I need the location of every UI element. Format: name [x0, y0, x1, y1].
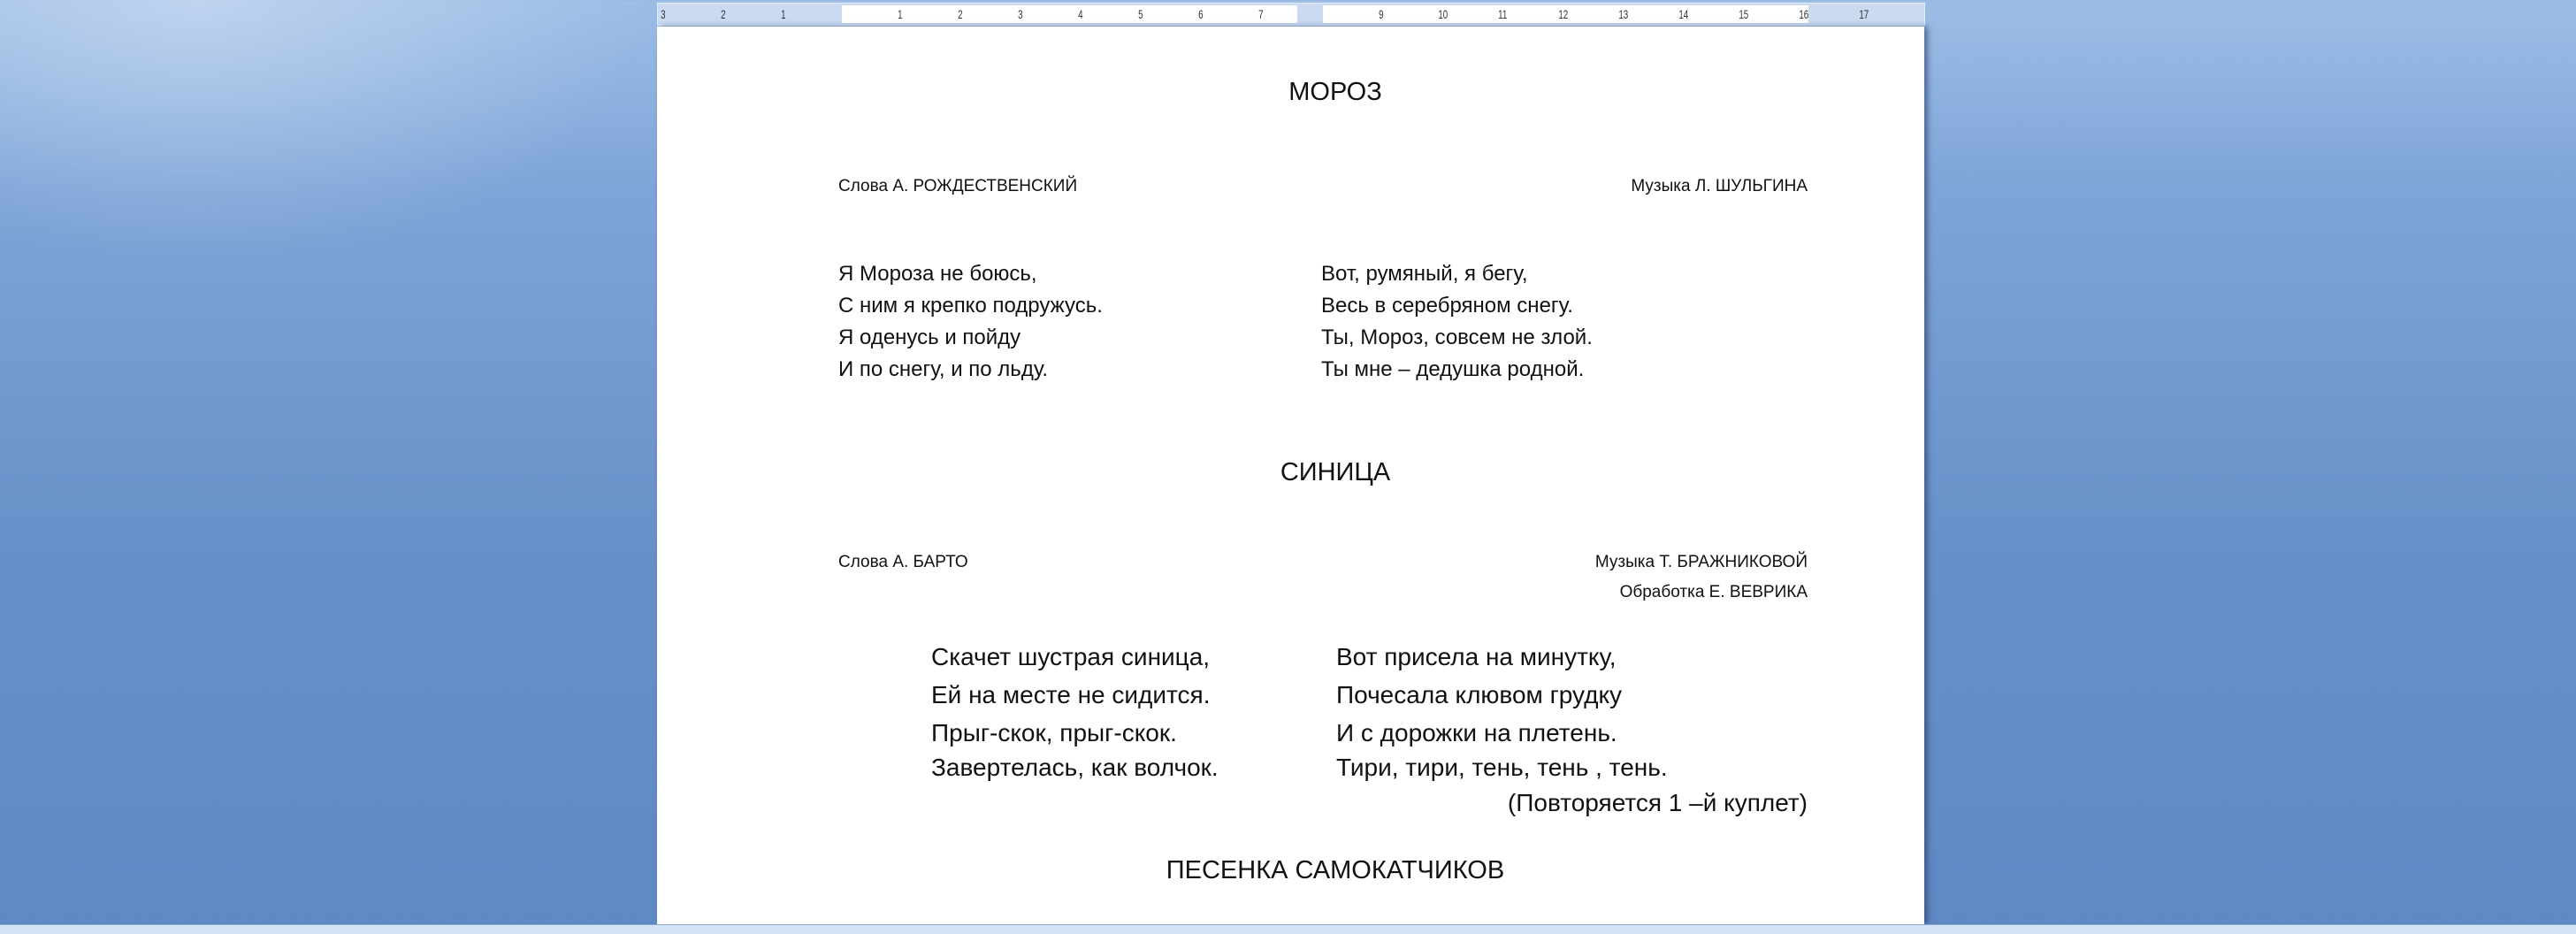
ruler-mark: 2 [958, 7, 963, 21]
song-title-samokatchiki: ПЕСЕНКА САМОКАТЧИКОВ [1166, 856, 1505, 884]
ruler-mark: 6 [1198, 7, 1204, 21]
ruler-mark: 4 [1078, 7, 1083, 21]
background-decoration [0, 0, 654, 265]
lyric-line: Вот присела на минутку, [1336, 643, 1617, 670]
music-author: Музыка Л. ШУЛЬГИНА [1631, 177, 1808, 195]
ruler-mark: 17 [1859, 7, 1869, 21]
lyric-line: Весь в серебряном снегу. [1321, 294, 1573, 318]
ruler-mark: 13 [1618, 7, 1629, 21]
lyric-line: С ним я крепко подружусь. [838, 294, 1103, 318]
song-title-sinitsa: СИНИЦА [1280, 458, 1391, 486]
horizontal-ruler[interactable] [657, 3, 1925, 26]
lyrics-author: Слова А. БАРТО [838, 553, 968, 571]
ruler-mark: 12 [1558, 7, 1569, 21]
ruler-mark: 5 [1138, 7, 1143, 21]
ruler-mark: 14 [1678, 7, 1689, 21]
ruler-mark: 9 [1379, 7, 1384, 21]
document-page[interactable] [657, 27, 1924, 924]
lyric-line: Вот, румяный, я бегу, [1321, 262, 1528, 286]
lyric-line: Ты, Мороз, совсем не злой. [1321, 325, 1593, 349]
lyric-line: Почесала клювом грудку [1336, 681, 1623, 708]
ruler-mark: 11 [1498, 7, 1508, 21]
music-author: Музыка Т. БРАЖНИКОВОЙ [1594, 553, 1808, 571]
lyric-line: Завертелась, как волчок. [931, 754, 1219, 781]
lyric-line: Я оденусь и пойду [838, 325, 1021, 349]
lyric-line: И с дорожки на плетень. [1336, 719, 1617, 746]
ruler-mark: 1 [781, 7, 786, 21]
arrangement-author: Обработка Е. ВЕВРИКА [1619, 583, 1808, 601]
ruler-text-area-left [842, 5, 1297, 23]
lyric-line: И по снегу, и по льду. [838, 357, 1049, 381]
lyric-line: Тири, тири, тень, тень , тень. [1336, 754, 1668, 781]
ruler-mark: 7 [1258, 7, 1264, 21]
lyrics-author: Слова А. РОЖДЕСТВЕНСКИЙ [838, 177, 1078, 195]
repeat-note: (Повторяется 1 –й куплет) [1507, 789, 1808, 816]
lyric-line: Ей на месте не сидится. [931, 681, 1211, 708]
ruler-mark: 3 [1018, 7, 1023, 21]
ruler-mark: 10 [1438, 7, 1449, 21]
status-bar [0, 924, 2576, 934]
lyric-line: Скачет шустрая синица, [931, 643, 1211, 670]
lyric-line: Я Мороза не боюсь, [838, 262, 1037, 286]
ruler-mark: 1 [898, 7, 903, 21]
song-title-moroz: МОРОЗ [1288, 78, 1382, 106]
lyric-line: Прыг-скок, прыг-скок. [931, 719, 1177, 746]
ruler-mark: 2 [721, 7, 726, 21]
ruler-mark: 3 [661, 7, 666, 21]
lyric-line: Ты мне – дедушка родной. [1321, 357, 1585, 381]
ruler-mark: 16 [1799, 7, 1809, 21]
ruler-mark: 15 [1739, 7, 1749, 21]
